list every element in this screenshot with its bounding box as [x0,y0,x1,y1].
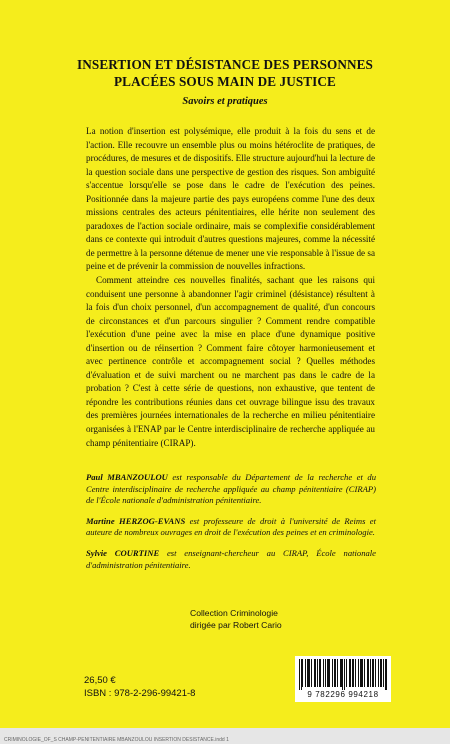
barcode-bar [372,659,373,687]
barcode-bar [360,659,361,687]
barcode-bar [380,659,381,687]
author-bio [86,548,376,571]
collection-name: Collection Criminologie [190,608,278,618]
barcode-bar [358,659,359,687]
barcode-bar [350,659,351,687]
barcode-icon [299,659,387,690]
barcode-bar [314,659,315,687]
barcode-bar [308,659,309,687]
print-slug: CRIMINOLOGIE_OF_S CHAMP-PENITENTIAIRE MBANZOULOU INSERTION DESISTANCE.indd 1 [4,737,229,743]
title-line-2: PLACÉES SOUS MAIN DE JUSTICE [114,74,336,89]
barcode-bar [332,659,333,687]
barcode-bar [315,659,316,687]
barcode-bar [355,659,356,687]
barcode-bar [368,659,369,687]
barcode-bar [385,659,386,690]
isbn: ISBN : 978-2-296-99421-8 [84,688,196,699]
barcode-bar [319,659,320,687]
barcode-bar [340,659,341,687]
barcode [295,656,391,702]
barcode-bar [341,659,342,687]
author-description: est enseignant-chercheur au CIRAP, École nationale d'administration pénitentiaire. [86,547,376,570]
barcode-bar [305,659,306,687]
barcode-bar [329,659,330,687]
barcode-bar [334,659,335,687]
blurb-paragraph-2: Comment atteindre ces nouvelles finalités, sachant que les raisons qui conduisent une personne à abandonner l'agir criminel (désistance) résultent à la fois d'un choix personnel, d'un accompagnement de qualité, d'un concours de circonstances et d'un parcours singulier ? Comment rendre compatible l'exécution d'une peine avec la mise en place d'une dynamique positive d'insertion ou de réinsertion ? Comment faire côtoyer harmonieusement et avec pertinence contrôle et accompagnement social ? Quelles méthodes d'évaluation et de suivi marchent ou ne marchent pas dans le cadre de la probation ? C'est à cette série de questions, non exhaustive, que tentent de répondre les contributions réunies dans cet ouvrage bilingue issu des travaux des premières journées internationales de la recherche en milieu pénitentiaire organisées à l'ENAP par le Centre interdisciplinaire de recherche appliquée au champ pénitentiaire (CIRAP). [86,275,375,448]
barcode-bar [386,659,387,690]
barcode-bar [375,659,376,687]
barcode-bar [342,659,343,690]
barcode-bar [302,659,303,687]
barcode-bar [307,659,308,687]
barcode-bar [327,659,328,687]
collection-info [190,607,282,631]
barcode-bar [325,659,326,687]
barcode-bar [370,659,371,687]
author-name: Sylvie COURTINE [86,547,160,558]
barcode-bar [346,659,347,687]
barcode-bar [299,659,300,690]
barcode-bar [378,659,379,687]
author-description: est professeure de droit à l'université de Reims et auteure de nombreux ouvrages en droit de l'exécution des peines et en criminologie. [86,515,377,538]
barcode-digits: 9 782296 994218 [307,690,379,699]
author-bio [86,516,376,539]
barcode-bar [309,659,310,687]
barcode-bar [383,659,384,687]
price-block [84,674,195,700]
barcode-bar [328,659,329,687]
book-title [40,56,410,90]
barcode-bar [367,659,368,687]
author-bios [86,472,376,580]
barcode-bar [364,659,365,687]
blurb-paragraph-1: La notion d'insertion est polysémique, elle produit à la fois du sens et de l'action. Elle recouvre un ensemble plus ou moins hétéroclite de pratiques, de procédures, de mesures et de dispositifs. Elle structure aujourd'hui la lecture de la question sociale dans une perspective de gestion des risques. Son ambiguïté s'accentue lorsqu'elle se pose dans le cadre de l'exécution des peines. Positionnée dans la majeure partie des pays européens comme l'une des deux missions centrales des acteurs pénitentiaires, elle hérite non seulement des paradoxes de l'action sociale ordinaire, mais se complexifie considérablement dans ce contexte qui introduit d'autres questions majeures, comme la nécessité de permettre à la personne détenue de mener une vie responsable à l'issue de sa peine et de prévenir la commission de nouvelles infractions. [86,126,375,272]
barcode-bar [381,659,382,687]
barcode-bar [373,659,374,687]
title-line-1: INSERTION ET DÉSISTANCE DES PERSONNES [77,57,373,72]
barcode-bar [337,659,338,687]
author-name: Paul MBANZOULOU [86,472,168,482]
barcode-bar [320,659,321,687]
barcode-bar [361,659,362,687]
barcode-bar [335,659,336,687]
barcode-bar [301,659,302,690]
author-bio [86,472,376,507]
barcode-bar [362,659,363,687]
author-description: est responsable du Département de la recherche et du Centre interdisciplinaire de recherche appliquée au champ pénitentiaire (CIRAP) de l'École nationale d'administration pénitentiaire. [86,472,376,506]
barcode-bar [352,659,353,687]
barcode-bar [349,659,350,687]
price: 26,50 € [84,675,116,686]
barcode-bar [317,659,318,687]
barcode-bar [311,659,312,687]
barcode-bar [353,659,354,687]
collection-director: dirigée par Robert Cario [190,620,282,630]
blurb [86,125,375,450]
author-name: Martine HERZOG-EVANS [86,515,186,526]
book-subtitle: Savoirs et pratiques [182,96,268,107]
barcode-bar [323,659,324,687]
barcode-bar [344,659,345,690]
